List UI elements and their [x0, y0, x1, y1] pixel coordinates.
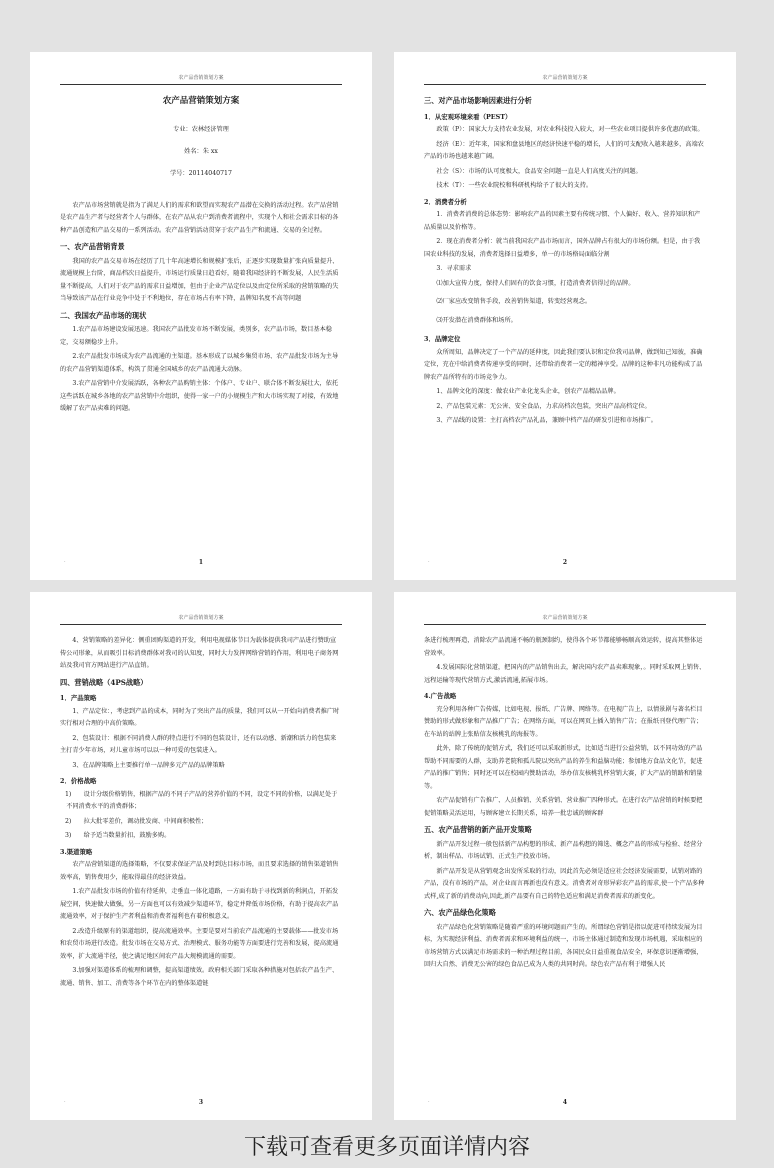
paragraph: 农产品营销渠道的选择策略，不仅要求保证产品及时到达目标市场，而且要求选择的销售渠道销售效率高，销售费用少，能取得最佳的经济效益。	[60, 861, 339, 881]
page-header: 农产品营销策划方案	[424, 74, 706, 85]
page-header: 农产品营销策划方案	[60, 614, 342, 625]
paragraph: 3、产品线的设置：主打高档农产品礼品，兼顾中档产品的研发引进和市场推广。	[436, 417, 657, 424]
document-page-4	[394, 592, 736, 1120]
paragraph: 1.农产品市场建设发展迅速。我国农产品批发市场不断发展，类别多，农产品市场，数目基本稳定，交易额稳步上升。	[60, 326, 332, 346]
section-heading: 六、农产品绿色化策略	[424, 908, 496, 917]
list-item: 1) 设计分级价格销售，根据产品的不同子产品的营养价值的不同，设定不同的价格，以满足处于不同消费水平的消费群体；	[64, 790, 338, 810]
paragraph: 1．消费者消费的总体态势：影响农产品的因素主要有传统习惯、个人偏好、收入、营养知识和产品质量以及价格等。	[424, 211, 701, 231]
paragraph: 条进行梳理再造，消除农产品流通不畅的瓶颈制约，使得各个环节都能够畅顺高效运转，提高其整体运营效率。	[424, 637, 703, 657]
document-page-1	[30, 52, 372, 580]
section-heading: 三、对产品市场影响因素进行分析	[424, 96, 532, 105]
paragraph: 政策（P）：国家大力支持农业发展，对农业科技投入较大，对一些农业项目提供许多优惠的政策。	[436, 126, 704, 133]
section-heading: 五、农产品营销的新产品开发策略	[424, 825, 532, 834]
paragraph: 2、产品包装元素：无公害、安全食品，力求高档次包装，突出产品高档定位。	[436, 402, 651, 410]
paragraph: 技术（T）：一些农业院校和科研机构给予了很大的支持。	[436, 182, 593, 189]
paragraph: 3.农产品营销中介发展活跃，各种农产品购销主体：个体户、专业户、联合体不断发展壮大，依托这些活跃在城乡各地的农产品营销中介组织，使得一家一户的小规模生产和大市场实现了对接，有效地缓解了农产品卖难的问题。	[60, 380, 339, 412]
paragraph: 此外，除了传统的促销方式，我们还可以采取新形式，比如适当进行公益营销，以不同功效的产品帮助不同需要的人群，支助养老院和孤儿院以突出产品的养生和益脑功能；参加地方食品文化节，促进产品的推广销售；同时还可以在校园内赞助活动，举办信友核桃乳杯营销大赛，扩大产品的销路和销量等。	[424, 745, 703, 790]
footer-mark: .	[64, 558, 66, 564]
subsection-heading: 1．从宏观环境来看（PEST）	[424, 112, 512, 121]
paragraph: 3.加强对渠道体系的梳理和调整，提高渠道绩效。政府相关部门采取各种措施对包括农产品生产、流通、销售、加工、消费等各个环节在内的整体渠道链	[60, 967, 339, 987]
download-caption: 下载可查看更多页面详情内容	[243, 1135, 530, 1160]
paragraph: 1、产品定位：，考虑到产品的成本，同时为了突出产品的质量，我们可以从一开始向消费者推广时实行相对合理的中高价策略。	[60, 707, 340, 727]
page-number: 2	[562, 559, 568, 566]
subsection-heading: 4.广告战略	[424, 692, 457, 700]
intro-paragraph: 农产品市场营销就是指为了满足人们的需求和欲望而实现农产品潜在交换的活动过程。农产品营销是农产品生产者与经营者个人与群体，在农产品从农户到消费者流程中，实现个人和社会需求目标的各种产品创造和产品交易的一系列活动。农产品营销活动贯穿于农产品生产和流通、交易的全过程。	[60, 201, 339, 234]
paragraph: 1、品牌文化的深度：做农业产业化龙头企业，创农产品精品品牌。	[436, 388, 620, 395]
paragraph: 社会（S）：市场的认可度极大，食品安全问题一直是人们高度关注的问题。	[436, 167, 642, 175]
list-item: 2) 拉大批零差价，调动批发商、中间商积极性；	[64, 817, 208, 825]
paragraph: 新产品开发过程一般包括新产品构想的形成、新产品构想的筛选、概念产品的形成与检验、经营分析，制出样品、市场试销、正式生产投放市场。	[424, 840, 703, 860]
list-item: 3) 给予适当数量折扣，鼓励多购。	[64, 832, 171, 839]
student-id: 学号：20114040717	[170, 169, 232, 177]
page-header: 农产品营销策划方案	[424, 614, 706, 625]
paragraph: 1.农产品批发市场的价值有待延伸，走垂直一体化道路，一方面有助于寻找到新的利润点，开拓发展空间，快速做大做强，另一方面也可以有效减少渠道环节，稳定并降低市场价格，有助于提高农产品流通效率，对于保护生产者利益和消费者福利也有着积极意义。	[60, 888, 339, 920]
page-number: 1	[198, 559, 204, 566]
page-number: 4	[562, 1099, 568, 1106]
subsection-heading: 2．消费者分析	[424, 197, 467, 206]
footer-mark: .	[428, 558, 430, 564]
subsection-heading: 3．品牌定位	[424, 335, 461, 343]
paragraph: 经济（E）：近年来，国家和盘县地区的经济快速平稳的增长，人们的可支配收入越来越多，高端农产品的市场也越来越广阔。	[424, 140, 704, 160]
page-header: 农产品营销策划方案	[60, 74, 342, 85]
footer-mark: .	[64, 1098, 66, 1104]
subsection-heading: 3.渠道策略	[60, 847, 93, 856]
paragraph: 2．现在消费者分析：就当前我国农产品市场而言，国外品牌占有很大的市场份额。但是，由于我国农业科技的发展，消费者选择日益增多，单一的市场格局面临分割	[424, 238, 701, 258]
subsection-heading: 1．产品策略	[60, 694, 97, 702]
paragraph: 2、包装设计：根据不同消费人群的特点进行不同的包装设计，还有以动感、新潮和活力的包装来主打青少年市场，对儿童市场可以以一种可爱的包装进入。	[60, 734, 337, 754]
subsection-heading: 2．价格战略	[60, 777, 97, 785]
list-item: ⑴加大宣传力度，保持人们固有的饮食习惯，打造消费者信得过的品牌。	[436, 279, 635, 287]
document-title: 农产品营销策划方案	[162, 96, 240, 106]
paragraph: 众所周知，品牌决定了一个产品的延伸度，因此我们要认识和定位我司品牌，做到知己知彼，准确定位，充在中给消费者传递享受的同时，还带给消费者一定的精神享受。品牌的这种非凡功能构成了品牌农产品所特有的市场竞争力。	[424, 348, 703, 381]
paragraph: 农产品促销有广告推广、人员推销、关系营销、营业推广四种形式。在进行农产品营销的时候要把促销策略灵活运用，与顾客建立长期关系，培养一批忠诚的顾客群	[424, 797, 703, 817]
paragraph: 3、在品牌策略上主要推行单一品牌多元产品的品牌策略	[72, 761, 225, 769]
footer-mark: .	[428, 1098, 430, 1104]
paragraph: 2.改造升级原有的渠道组织，提高流通效率。主要是要对当前农产品流通的主要载体——批发市场和农贸市场进行改造。批发市场在交易方式、治理模式、服务功能等方面要进行完善和发展，提高流通效率，扩大流通半径，使之满足地区间农产品大规模流通的需要。	[60, 927, 339, 960]
list-item: ⑶开发潜在消费群体和场所。	[436, 316, 517, 324]
paragraph: 我国的农产品交易市场在经历了几十年高速增长和规模扩张后，正逐步实现数量扩张向质量提升、流通规模上台阶，商品档次日益提升，市场运行质量日趋看好，随着我国经济的不断发展，人民生活质量不断提高，人们对于农产品的需求日益增加，但由于企业产品定位以及由定位所采取的营销策略的失当导致该产品在行业竞争中处于不利地位，存在市场占有率下降，品牌知名度不高等问题	[60, 257, 339, 302]
list-item: ⑵厂家应改变销售手段，改善销售渠道，转变经营观念。	[436, 298, 592, 305]
paragraph: 4.发展国际化营销渠道，把国内的产品销售出去，解决国内农产品卖难现象，。同时采取网上销售、远程运输等现代营销方式,激活流通,拓展市场。	[424, 664, 706, 684]
paragraph: 新产品开发是从营销观念出发所采取的行动，因此首先必须是适应社会经济发展需要，试销对路的产品，没有市场的产品，对企业而言再新也没有意义。消费者对奇形异彩农产品的需求,使一个产品多种式样,成了新的消费动向,因此,新产品要有自己的特色适应和满足消费者需求的新变化。	[424, 867, 705, 900]
page-number: 3	[198, 1099, 204, 1106]
paragraph: 2.农产品批发市场成为农产品流通的主渠道。基本形成了以城乡集贸市场、农产品批发市场为主导的农产品营销渠道体系，构筑了贯通全国城乡的农产品流通大动脉。	[60, 353, 339, 373]
author-name: 姓名：朱 xx	[184, 147, 218, 155]
paragraph: 4、营销策略的差异化：侧重团购渠道的开发，利用电视媒体节目为载体提供我司产品进行赞助宣传公司形象，从而吸引目标消费群体对我司的认知度，同时大力发挥网络营销的作用，利用电子商务网站及我司官方网站进行产品直销。	[60, 637, 339, 669]
paragraph: 3．寻求需求	[436, 265, 472, 272]
paragraph: 充分利用各种广告传媒，比如电视、报纸、广告牌、网络等。在电视广告上，以情景剧与著名栏目赞助的形式做形象和产品推广广告；在网络方面，可以在网页上插入销售广告；在报纸刊登代理广告；在车站的站牌上张贴信友核桃乳的海报等。	[424, 705, 703, 738]
section-heading: 四、营销战略（4PS战略）	[60, 677, 148, 687]
section-heading: 一、农产品营销背景	[60, 242, 125, 251]
section-heading: 二、我国农产品市场的现状	[60, 310, 147, 320]
document-page-3	[30, 592, 372, 1120]
document-page-2	[394, 52, 736, 580]
paragraph: 农产品绿色化营销策略是随着严重的环境问题而产生的。所谓绿色营销是指以促进可持续发展为目标，为实现经济利益、消费者需求和环境利益的统一，市场主体通过制造和发现市场机遇，采取相应的市场营销方式以满足市场需求的一种治理过程目前，各国民众日益重视食品安全，环保意识逐渐增强，回归大自然、消费无公害的绿色食品已成为人类的共同时尚。绿色农产品有利于增强人民	[424, 923, 703, 968]
major-field: 专业：农林经济管理	[173, 125, 229, 133]
